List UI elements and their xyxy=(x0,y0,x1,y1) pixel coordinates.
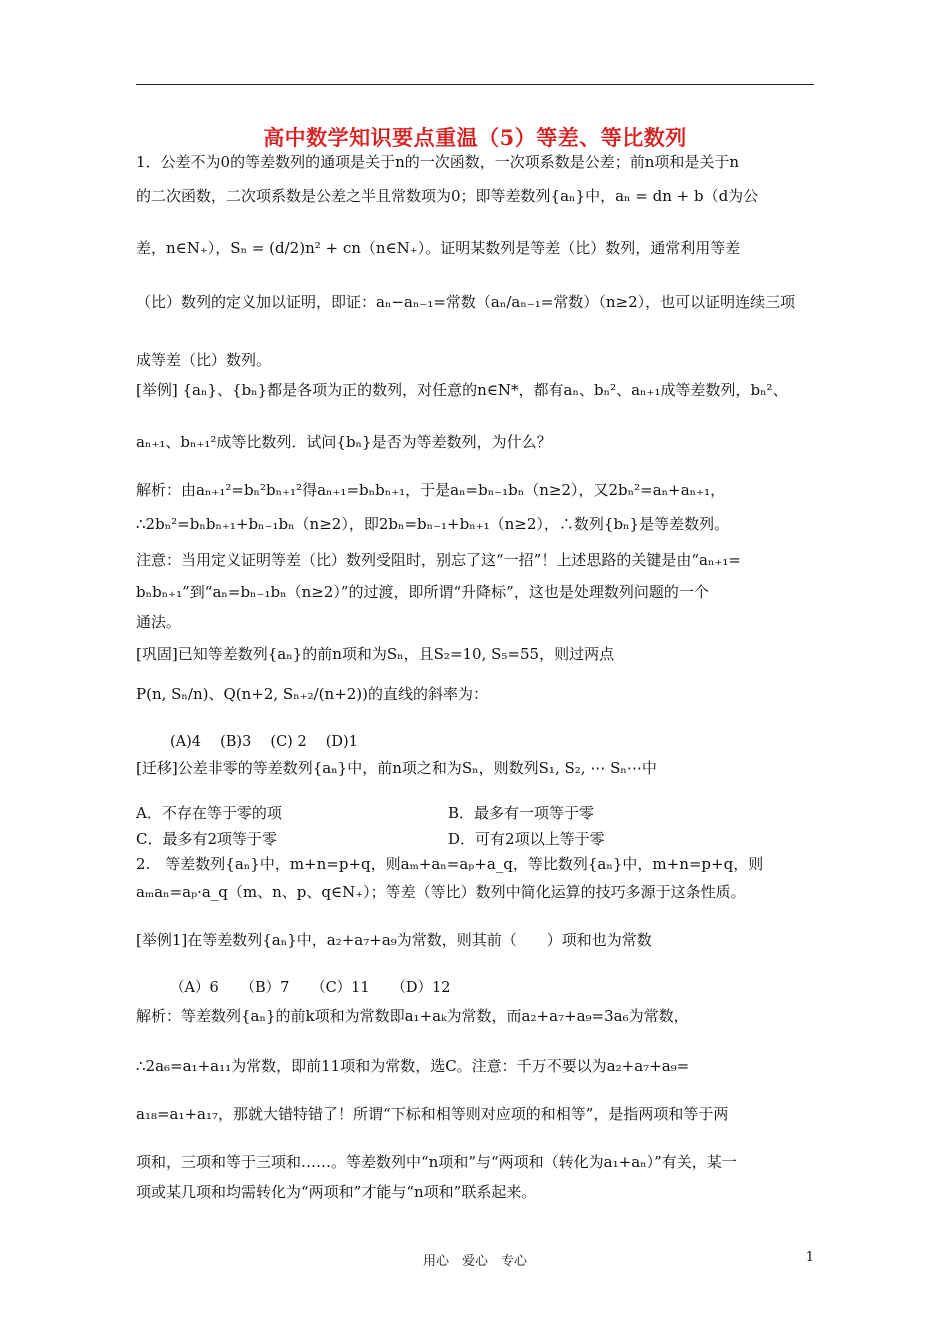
text-line: [巩固]已知等差数列{aₙ}的前n项和为Sₙ，且S₂=10, S₅=55，则过两点 xyxy=(136,645,615,663)
header-rule xyxy=(136,84,814,85)
answer-options: (A)4 (B)3 (C) 2 (D)1 xyxy=(170,734,358,750)
text-line: 项或某几项和均需转化为“两项和”才能与“n项和”联系起来。 xyxy=(136,1183,537,1201)
text-line: ∴2bₙ²=bₙbₙ₊₁+bₙ₋₁bₙ（n≥2），即2bₙ=bₙ₋₁+bₙ₊₁（n≥2），∴数列{bₙ}是等差数列。 xyxy=(136,515,730,533)
text-line: 通法。 xyxy=(136,613,182,631)
page-number: 1 xyxy=(805,1250,814,1265)
text-line: a₁₈=a₁+a₁₇，那就大错特错了！所谓“下标和相等则对应项的和相等”，是指两项和等于两 xyxy=(136,1105,729,1123)
text-line: 解析：等差数列{aₙ}的前k项和为常数即a₁+aₖ为常数，而a₂+a₇+a₉=3a₆为常数， xyxy=(136,1007,689,1025)
text-line: bₙbₙ₊₁”到“aₙ=bₙ₋₁bₙ（n≥2）”的过渡，即所谓“升降标”，这也是处理数列问题的一个 xyxy=(136,583,709,601)
text-line: 差，n∈N₊），Sₙ = (d/2)n² + cn（n∈N₊）。证明某数列是等差（比）数列，通常利用等差 xyxy=(136,239,741,257)
text-line: aₘaₙ=aₚ·a_q（m、n、p、q∈N₊）；等差（等比）数列中简化运算的技巧多源于这条性质。 xyxy=(136,883,746,901)
text-line: ∴2a₆=a₁+a₁₁为常数，即前11项和为常数，选C。注意：千万不要以为a₂+a₇+a₉= xyxy=(136,1057,690,1075)
text-line: 成等差（比）数列。 xyxy=(136,351,272,369)
option-d: D．可有2项以上等于零 xyxy=(448,830,605,848)
text-line: aₙ₊₁、bₙ₊₁²成等比数列．试问{bₙ}是否为等差数列，为什么？ xyxy=(136,433,552,451)
text-line: 注意：当用定义证明等差（比）数列受阻时，别忘了这“一招”！上述思路的关键是由“aₙ₊₁= xyxy=(136,551,741,569)
page-footer: 用心 爱心 专心 xyxy=(422,1254,527,1269)
text-line: P(n, Sₙ/n)、Q(n+2, Sₙ₊₂/(n+2))的直线的斜率为： xyxy=(136,685,489,703)
text-line: 解析：由aₙ₊₁²=bₙ²bₙ₊₁²得aₙ₊₁=bₙbₙ₊₁，于是aₙ=bₙ₋₁bₙ（n≥2），又2bₙ²=aₙ+aₙ₊₁， xyxy=(136,481,726,499)
answer-options: （A）6 （B）7 （C）11 （D）12 xyxy=(170,980,451,996)
text-line: 1．公差不为0的等差数列的通项是关于n的一次函数，一次项系数是公差；前n项和是关于n xyxy=(136,153,740,171)
text-line: 的二次函数，二次项系数是公差之半且常数项为0；即等差数列{aₙ}中，aₙ = dn + b（d为公 xyxy=(136,187,759,205)
option-b: B．最多有一项等于零 xyxy=(448,804,595,822)
text-line: 2. 等差数列{aₙ}中，m+n=p+q，则aₘ+aₙ=aₚ+a_q，等比数列{aₙ}中，m+n=p+q，则 xyxy=(136,855,764,873)
text-line: [举例] {aₙ}、{bₙ}都是各项为正的数列，对任意的n∈N*，都有aₙ、bₙ²、aₙ₊₁成等差数列，bₙ²、 xyxy=(136,381,788,399)
option-c: C．最多有2项等于零 xyxy=(136,830,278,848)
text-line: [举例1]在等差数列{aₙ}中，a₂+a₇+a₉为常数，则其前（ ）项和也为常数 xyxy=(136,931,652,949)
document-title: 高中数学知识要点重温（5）等差、等比数列 xyxy=(263,125,687,150)
text-line: [迁移]公差非零的等差数列{aₙ}中，前n项之和为Sₙ，则数列S₁, S₂, ⋯ Sₙ⋯中 xyxy=(136,759,657,777)
text-line: （比）数列的定义加以证明，即证：aₙ−aₙ₋₁=常数（aₙ/aₙ₋₁=常数）（n≥2），也可以证明连续三项 xyxy=(136,293,796,311)
option-a: A．不存在等于零的项 xyxy=(136,804,282,822)
text-line: 项和，三项和等于三项和……。等差数列中“n项和”与“两项和（转化为a₁+aₙ）”有关，某一 xyxy=(136,1153,737,1171)
